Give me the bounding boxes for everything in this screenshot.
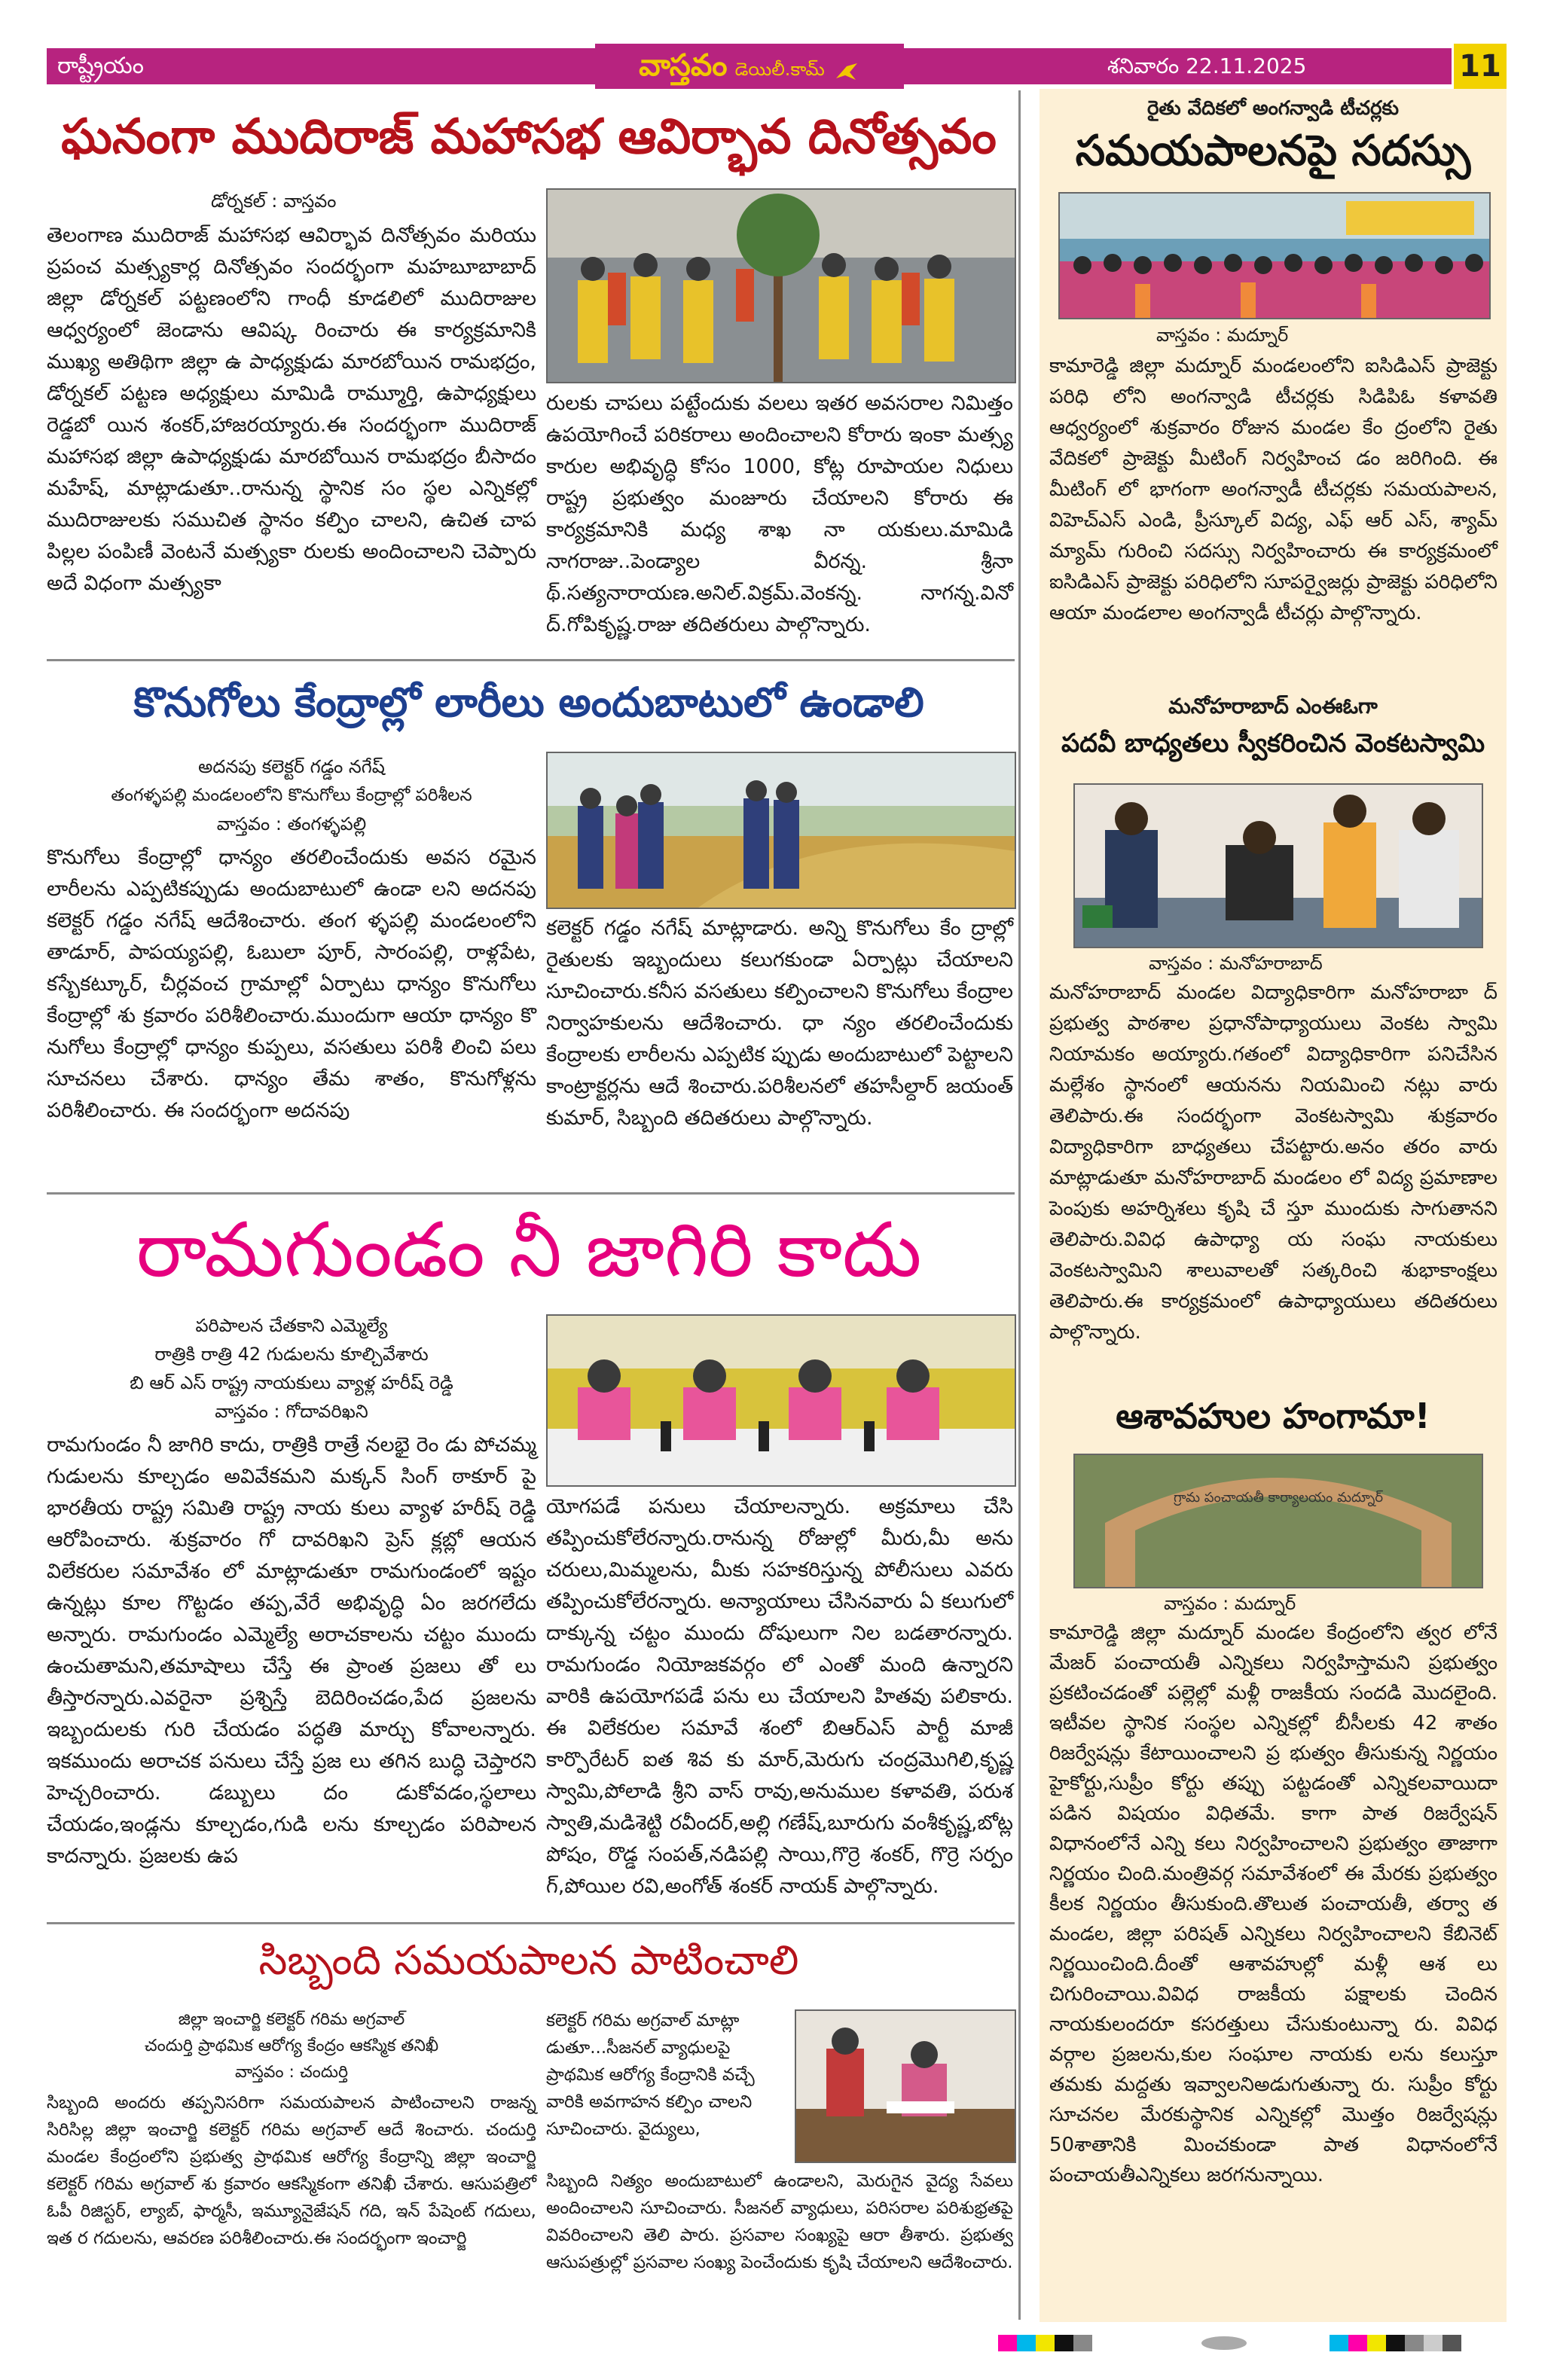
story2-col2: కలెక్టర్ గడ్డం నగేష్ మాట్లాడారు. అన్ని కొనుగోలు కేం ద్రాల్లో రైతులకు ఇబ్బందులు కలుగకుండా ఏర్పాట్లు చేయాలని సూచించారు.కనీస వసతులు కల్పించాలని కొనుగోలు కేంద్రాల నిర్వాహకులను ఆదేశించారు. ధా న్యం తరలించేందుకు కేంద్రాలకు లారీలను ఎప్పటిక ప్పుడు అందుబాటులో పెట్టాలని కాంట్రాక్టర్లను ఆదే శించారు.పరిశీలనలో తహసీల్దార్ జయంత్ కుమార్, సిబ్బంది తదితరులు పాల్గొన్నారు. bbox=[546, 917, 1013, 1130]
story4-byline2: చందుర్తి ప్రాథమిక ఆరోగ్య కేంద్రం ఆకస్మిక తనిఖీ bbox=[144, 2037, 439, 2055]
side3-headline: ఆశావహుల హంగామా! bbox=[1116, 1396, 1430, 1436]
story4-col2a: కలెక్టర్ గరిమ అగ్రవాల్ మాట్లా డుతూ...సీజనల్ వ్యాధులపై ప్రాథమిక ఆరోగ్య కేంద్రానికి వచ్చే వారికి అవగాహన కల్పిం చాలని సూచించారు. వైద్యులు, bbox=[546, 2011, 755, 2139]
story1-col1: తెలంగాణ ముదిరాజ్ మహాసభ ఆవిర్భావ దినోత్సవం మరియు ప్రపంచ మత్స్యకార్ల దినోత్సవం సందర్భంగా మహబూబాబాద్ జిల్లా డోర్నకల్ పట్టణంలోని గాంధీ కూడలిలో ముదిరాజుల ఆధ్వర్యంలో జెండాను ఆవిష్క రించారు ఈ కార్యక్రమానికి ముఖ్య అతిథిగా జిల్లా ఉ పాధ్యక్షుడు మారబోయిన రామభద్రం, డోర్నకల్ పట్టణ అధ్యక్షులు మామిడి రామ్మూర్తి, ఉపాధ్యక్షులు రెడ్డబో యిన శంకర్,హాజరయ్యారు.ఈ సందర్భంగా ముదిరాజ్ మహాసభ జిల్లా ఉపాధ్యక్షుడు మారబోయిన రామభద్రం బీసాదం మహేష్, మాట్లాడుతూ..రానున్న స్థానిక సం స్థల ఎన్నికల్లో ముదిరాజులకు సముచిత స్థానం కల్పిం చాలని, ఉచిత చాప పిల్లల పంపిణీ వెంటనే మత్స్యకా రులకు అందించాలని చెప్పారు అదే విధంగా మత్స్యకా bbox=[47, 224, 536, 595]
story2-byline1: అదనపు కలెక్టర్ గడ్డం నగేష్ bbox=[198, 756, 385, 777]
story4-headline: సిబ్బంది సమయపాలన పాటించాలి bbox=[258, 1936, 799, 1984]
arch-text: గ్రామ పంచాయతీ కార్యాలయం మద్నూర్ bbox=[1173, 1490, 1384, 1506]
section-label: రాష్ట్రీయం bbox=[57, 53, 144, 79]
arch-gate-image bbox=[1075, 1455, 1482, 1587]
masthead bbox=[0, 0, 1557, 83]
brand-site: డెయిలీ.కామ్ bbox=[734, 59, 825, 80]
story4-dateline: వాస్తవం : చందుర్తి bbox=[234, 2063, 349, 2082]
side2-photo[interactable] bbox=[1073, 783, 1483, 948]
registration-oval bbox=[1198, 2335, 1250, 2351]
color-registration-bar-right bbox=[1330, 2335, 1480, 2351]
story1-col2: రులకు చాపలు పట్టేందుకు వలలు ఇతర అవసరాల నిమిత్తం ఉపయోగించే పరికరాలు అందించాలని కోరారు ఇంకా మత్స్య కారుల అభివృద్ధి కోసం 1000, కోట్ల రూపాయల నిధులు రాష్ట్ర ప్రభుత్వం మంజూరు చేయాలని కోరారు ఈ కార్యక్రమానికి మధ్య శాఖ నా యకులు.మామిడి నాగరాజు..పెండ్యాల వీరన్న. శ్రీనా థ్.సత్యనారాయణ.అనిల్.విక్రమ్.వెంకన్న. నాగన్న.వినో ద్.గోపికృష్ణ.రాజు తదితరులు పాల్గొన్నారు. bbox=[546, 392, 1013, 636]
side1-kicker: రైతు వేదికలో అంగన్వాడి టీచర్లకు bbox=[1146, 97, 1400, 120]
story2-dateline: వాస్తవం : తంగళ్ళపల్లి bbox=[216, 813, 367, 835]
column-divider bbox=[1018, 90, 1021, 2320]
story4-byline1: జిల్లా ఇంచార్జి కలెక్టర్ గరిమ అగ్రవాల్ bbox=[178, 2010, 405, 2029]
side3-text: కామారెడ్డి జిల్లా మద్నూర్ మండల కేంద్రంలోని త్వర లోనే మేజర్ పంచాయతీ ఎన్నికలు నిర్వహిస్తామని ప్రభుత్వం ప్రకటించడంతో పల్లెల్లో మళ్లీ రాజకీయ సందడి మొదలైంది. ఇటీవల స్థానిక సంస్థల ఎన్నికల్లో బీసీలకు 42 శాతం రిజర్వేషన్లు కేటాయించాలని ప్ర భుత్వం తీసుకున్న నిర్ణయం హైకోర్టు,సుప్రీం కోర్టు తప్పు పట్టడంతో ఎన్నికలవాయిదా పడిన విషయం విధితమే. కాగా పాత రిజర్వేషన్ విధానంలోనే ఎన్ని కలు నిర్వహించాలని ప్రభుత్వం తాజాగా నిర్ణయం చింది.మంత్రివర్గ సమావేశంలో ఈ మేరకు ప్రభుత్వం కీలక నిర్ణయం తీసుకుంది.తొలుత పంచాయతీ, తర్వా త మండల, జిల్లా పరిషత్ ఎన్నికలు నిర్వహించాలని కేబినెట్ నిర్ణయించింది.దీంతో ఆశావహుల్లో మళ్లీ ఆశ లు చిగురించాయి.వివిధ రాజకీయ పక్షాలకు చెందిన నాయకులందరూ కసరత్తులు చేసుకుంటున్నా రు. వివిధ వర్గాల ప్రజలను,కుల సంఘాల నాయకు లను కలుస్తూ తమకు మద్దతు ఇవ్వాలనిఅడుగుతున్నా రు. సుప్రీం కోర్టు సూచనల మేరకుస్థానిక ఎన్నికల్లో మొత్తం రిజర్వేషన్లు 50శాతానికి మించకుండా పాత విధానంలోనే పంచాయతీఎన్నికలు జరగనున్నాయి. bbox=[1049, 1622, 1497, 2186]
bird-icon bbox=[833, 59, 860, 86]
story-divider bbox=[47, 1922, 1015, 1924]
story4-col1: సిబ్బంది అందరు తప్పనిసరిగా సమయపాలన పాటించాలని రాజన్న సిరిసిల్ల జిల్లా ఇంచార్జి కలెక్టర్ గరిమ అగ్రవాల్ ఆదే శించారు. చందుర్తి మండల కేంద్రంలోని ప్రభుత్వ ప్రాథమిక ఆరోగ్య కేంద్రాన్ని జిల్లా ఇంచార్జి కలెక్టర్ గరిమ అగ్రవాల్ శు క్రవారం ఆకస్మికంగా తనిఖీ చేశారు. ఆసుపత్రిలో ఓపీ రిజిస్టర్, ల్యాబ్, ఫార్మసీ, ఇమ్యూనైజేషన్ గది, ఇన్ పేషెంట్ గదులు, ఇత ర గదులను, ఆవరణ పరిశీలించారు.ఈ సందర్భంగా ఇంచార్జి bbox=[47, 2093, 536, 2248]
story3-byline2: రాత్రికి రాత్రి 42 గుడులను కూల్చివేశారు bbox=[154, 1344, 429, 1365]
story3-byline3: బి ఆర్ ఎస్ రాష్ట్ర నాయకులు వ్యాళ్ల హరీష్ రెడ్డి bbox=[130, 1372, 453, 1393]
story2-photo[interactable] bbox=[546, 752, 1016, 909]
side1-headline: సమయపాలనపై సదస్సు bbox=[1075, 127, 1471, 175]
story3-byline1: పరిపాలన చేతకాని ఎమ్మెల్యే bbox=[195, 1315, 388, 1336]
story2-col1: కొనుగోలు కేంద్రాల్లో ధాన్యం తరలించేందుకు అవస రమైన లారీలను ఎప్పటికప్పుడు అందుబాటులో ఉండా లని అదనపు కలెక్టర్ గడ్డం నగేష్ ఆదేశించారు. తంగ ళ్ళపల్లి మండలంలోని తాడూర్, పాపయ్యపల్లి, ఓబులా పూర్, సారంపల్లి, రాళ్లపేట, కస్బేకట్కూర్, చీర్లవంచ గ్రామాల్లో ఏర్పాటు ధాన్యం కొనుగోలు కేంద్రాల్లో శు క్రవారం పరిశీలించారు.ముందుగా ఆయా ధాన్యం కొ నుగోలు కేంద్రాల్లో ధాన్యం కుప్పలు, వసతులు పరిశీ లించి పలు సూచనలు చేశారు. ధాన్యం తేమ శాతం, కొనుగోళ్లను పరిశీలించారు. ఈ సందర్భంగా అదనపు bbox=[47, 846, 536, 1122]
side2-text: మనోహరాబాద్ మండల విద్యాధికారిగా మనోహరాబా ద్ ప్రభుత్వ పాఠశాల ప్రధానోపాధ్యాయులు వెంకట స్వామి నియామకం అయ్యారు.గతంలో విద్యాధికారిగా పనిచేసిన మల్లేశం స్థానంలో ఆయనను నియమించి నట్లు వారు తెలిపారు.ఈ సందర్భంగా వెంకటస్వామి శుక్రవారం విద్యాధికారిగా బాధ్యతలు చేపట్టారు.అనం తరం వారు మాట్లాడుతూ మనోహరాబాద్ మండలం లో విద్య ప్రమాణాల పెంపుకు అహర్నిశలు కృషి చే స్తూ ముందుకు సాగుతానని తెలిపారు.వివిధ ఉపాధ్యా య సంఘ నాయకులు వెంకటస్వామిని శాలువాలతో సత్కరించి శుభాకాంక్షలు తెలిపారు.ఈ కార్యక్రమంలో ఉపాధ్యాయులు తదితరులు పాల్గొన్నారు. bbox=[1049, 981, 1497, 1344]
paddy-inspection-image bbox=[548, 753, 1015, 908]
side3-photo[interactable] bbox=[1073, 1454, 1483, 1588]
side3-dateline: వాస్తవం : మద్నూర్ bbox=[1164, 1593, 1296, 1614]
story3-photo[interactable] bbox=[546, 1314, 1016, 1487]
story4-col2b: సిబ్బంది నిత్యం అందుబాటులో ఉండాలని, మెరుగైన వైద్య సేవలు అందించాలని సూచించారు. సీజనల్ వ్యాధులు, పరిసరాల పరిశుభ్రతపై వివరించాలని తెలి పారు. ప్రసవాల సంఖ్యపై ఆరా తీశారు. ప్రభుత్వ ఆసుపత్రుల్లో ప్రసవాల సంఖ్య పెంచేందుకు కృషి చేయాలని ఆదేశించారు. bbox=[546, 2171, 1013, 2272]
collector-desk-image bbox=[796, 2011, 1015, 2162]
side1-dateline: వాస్తవం : మద్నూర్ bbox=[1156, 325, 1289, 346]
page-number: 11 bbox=[1454, 44, 1507, 89]
story2-byline2: తంగళ్ళపల్లి మండలంలోని కొనుగోలు కేంద్రాల్లో పరిశీలన bbox=[111, 786, 472, 805]
story3-dateline: వాస్తవం : గోదావరిఖని bbox=[215, 1401, 368, 1422]
story1-dateline: డోర్నకల్ : వాస్తవం bbox=[211, 191, 337, 212]
story1-photo[interactable] bbox=[546, 188, 1016, 383]
officer-signing-image bbox=[1075, 785, 1482, 947]
press-meet-image bbox=[548, 1316, 1015, 1485]
side2-dateline: వాస్తవం : మనోహరాబాద్ bbox=[1149, 953, 1323, 974]
story2-headline: కొనుగోలు కేంద్రాల్లో లారీలు అందుబాటులో ఉండాలి bbox=[133, 679, 924, 726]
story-divider bbox=[47, 659, 1015, 661]
color-registration-bar bbox=[998, 2335, 1111, 2351]
story3-col2: యోగపడే పనులు చేయాలన్నారు. అక్రమాలు చేసి తప్పించుకోలేరన్నారు.రానున్న రోజుల్లో మీరు,మీ అను చరులు,మిమ్మలను, మీకు సహకరిస్తున్న పోలీసులు ఎవరు తప్పించుకోలేరన్నారు. అన్యాయాలు చేసినవారు ఏ కలుగులో దాక్కున్న చట్టం ముందు దోషులుగా నిల బడతారన్నారు. రామగుండం నియోజకవర్గం లో ఎంతో మంది ఉన్నారని వారికి ఉపయోగపడే పను లు చేయాలని హితవు పలికారు. ఈ విలేకరుల సమావే శంలో బిఆర్ఎస్ పార్టీ మాజీ కార్పొరేటర్ ఐత శివ కు మార్,మెరుగు చంద్రమొగిలి,కృష్ణ స్వామి,పోలాడి శ్రీని వాస్ రావు,అనుముల కళావతి, పరుశ స్వాతి,మడిశెట్టి రవీందర్,అల్లి గణేష్,బూరుగు వంశీకృష్ణ,బోట్ల పోషం, రొడ్డ సంపత్,నడిపల్లి సాయి,గొర్రె శంకర్, గొర్రె సర్పం గ్,పోయిల రవి,అంగోత్ శంకర్ నాయక్ పాల్గొన్నారు. bbox=[546, 1495, 1013, 1898]
story-divider bbox=[47, 1192, 1015, 1195]
story4-photo[interactable] bbox=[795, 2009, 1016, 2163]
side1-text: కామారెడ్డి జిల్లా మద్నూర్ మండలంలోని ఐసిడిఎస్ ప్రాజెక్టు పరిధి లోని అంగన్వాడి టీచర్లకు సిడిపిఓ కళావతి ఆధ్వర్యంలో శుక్రవారం రోజున మండల కేం ద్రంలోని రైతు వేదికలో ప్రాజెక్టు మీటింగ్ నిర్వహించ డం జరిగింది. ఈ మీటింగ్ లో భాగంగా అంగన్వాడీ టీచర్లకు సమయపాలన, విహెచ్ఎస్ ఎండి, ప్రీస్కూల్ విద్య, ఎఫ్ ఆర్ ఎస్, శ్యామ్ మ్యామ్ గురించి సదస్సు నిర్వహించారు ఈ కార్యక్రమంలో ఐసిడిఎస్ ప్రాజెక్టు పరిధిలోని సూపర్వైజర్లు ప్రాజెక్టు పరిధిలోని ఆయా మండలాల అంగన్వాడీ టీచర్లు పాల్గొన్నారు. bbox=[1049, 355, 1497, 624]
meeting-hall-image bbox=[1060, 194, 1489, 318]
story3-headline: రామగుండం నీ జాగిరి కాదు bbox=[136, 1206, 922, 1294]
side1-photo[interactable] bbox=[1058, 192, 1491, 319]
group-photo-image bbox=[548, 190, 1015, 382]
issue-date: శనివారం 22.11.2025 bbox=[1107, 53, 1307, 78]
side2-headline: పదవీ బాధ్యతలు స్వీకరించిన వెంకటస్వామి bbox=[1061, 728, 1485, 758]
side2-kicker: మనోహరాబాద్ ఎంఈఓగా bbox=[1168, 694, 1378, 719]
newspaper-logo[interactable] bbox=[595, 44, 904, 89]
story1-headline: ఘనంగా ముదిరాజ్ మహాసభ ఆవిర్భావ దినోత్సవం bbox=[61, 109, 997, 165]
brand-name: వాస్తవం bbox=[639, 48, 728, 83]
story3-col1: రామగుండం నీ జాగిరి కాదు, రాత్రికి రాత్రే నలభై రెం డు పోచమ్మ గుడులను కూల్చడం అవివేకమని మక్కన్ సింగ్ ఠాకూర్ పై భారతీయ రాష్ట్ర సమితి రాష్ట్ర నాయ కులు వ్యాళ హరీష్ రెడ్డి ఆరోపించారు. శుక్రవారం గో దావరిఖని ప్రెస్ క్లబ్లో ఆయన విలేకరుల సమావేశం లో మాట్లాడుతూ రామగుండంలో ఇష్టం ఉన్నట్లు కూల గొట్టడం తప్ప,వేరే అభివృద్ధి ఏం జరగలేదు అన్నారు. రామగుండం ఎమ్మెల్యే అరాచకాలను చట్టం ముందు ఉంచుతామని,తమాషాలు చేస్తే ఈ ప్రాంత ప్రజలు తో లు తీస్తారన్నారు.ఎవరైనా ప్రశ్నిస్తే బెదిరించడం,పేద ప్రజలను ఇబ్బందులకు గురి చేయడం పద్ధతి మార్చు కోవాలన్నారు. ఇకముందు అరాచక పనులు చేస్తే ప్రజ లు తగిన బుద్ధి చెప్తారని హెచ్చరించారు. డబ్బులు దం డుకోవడం,స్థలాలు చేయడం,ఇండ్లను కూల్చడం,గుడి లను కూల్చడం పరిపాలన కాదన్నారు. ప్రజలకు ఉప bbox=[47, 1433, 536, 1868]
